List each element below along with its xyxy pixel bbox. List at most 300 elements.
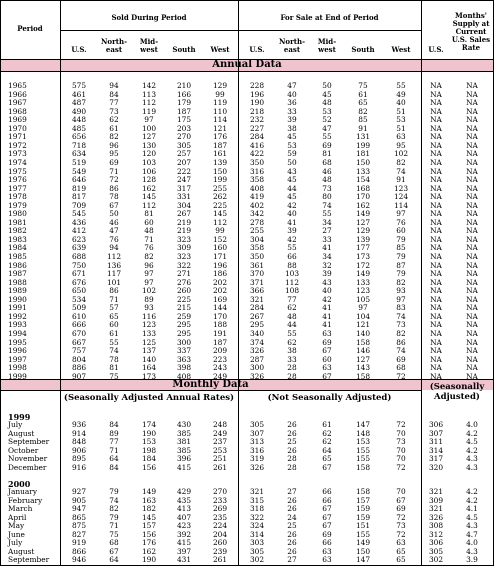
annual-cell: 71: [144, 234, 154, 244]
monthly-cell: 308: [428, 521, 444, 531]
annual-cell: 82: [144, 252, 154, 261]
annual-cell: 69: [322, 337, 332, 347]
month-label: February: [8, 495, 43, 505]
monthly-cell: 305: [249, 420, 265, 429]
annual-cell: NA: [430, 311, 442, 321]
annual-cell: 202: [212, 286, 228, 296]
monthly-cell: 28: [287, 454, 297, 464]
annual-cell: 819: [71, 183, 87, 193]
monthly-cell: 319: [249, 454, 265, 464]
annual-cell: NA: [430, 200, 442, 210]
annual-period: 1971: [8, 132, 27, 142]
annual-cell: NA: [430, 123, 442, 133]
annual-cell: 78: [109, 354, 119, 364]
rule-top: [0, 0, 494, 1]
annual-cell: 55: [109, 337, 119, 347]
monthly-cell: 326: [249, 462, 265, 472]
monthly-cell: 431: [176, 555, 192, 565]
annual-cell: NA: [430, 115, 442, 125]
annual-cell: 210: [176, 81, 192, 90]
monthly-cell: 150: [355, 546, 371, 556]
annual-cell: 119: [141, 106, 157, 116]
monthly-cell: 155: [355, 529, 371, 539]
annual-cell: 188: [212, 320, 228, 330]
monthly-cell: 153: [355, 437, 371, 447]
monthly-cell: 149: [141, 487, 157, 496]
annual-cell: NA: [430, 106, 442, 116]
monthly-cell: 321: [249, 487, 265, 496]
annual-cell: 47: [322, 123, 332, 133]
monthly-cell: 306: [428, 538, 444, 548]
annual-cell: 82: [396, 157, 406, 167]
annual-cell: 55: [287, 243, 297, 253]
annual-cell: 79: [396, 269, 406, 279]
annual-cell: NA: [466, 260, 478, 270]
monthly-cell: 149: [355, 538, 371, 548]
monthly-cell: 70: [396, 454, 406, 464]
annual-cell: NA: [430, 140, 442, 150]
annual-cell: 326: [249, 346, 265, 356]
annual-period: 1989: [8, 286, 27, 296]
monthly-cell: 26: [287, 529, 297, 539]
annual-cell: 639: [71, 243, 87, 253]
annual-cell: 97: [396, 209, 406, 219]
monthly-cell: 155: [355, 445, 371, 455]
annual-cell: 907: [71, 371, 87, 381]
annual-cell: 374: [249, 337, 265, 347]
annual-cell: 284: [249, 132, 265, 142]
annual-cell: 123: [393, 183, 409, 193]
monthly-cell: 423: [176, 521, 192, 531]
annual-cell: 575: [71, 81, 87, 90]
annual-cell: 323: [176, 252, 192, 261]
annual-cell: 162: [355, 200, 371, 210]
monthly-cell: 4.2: [466, 445, 478, 455]
annual-cell: 145: [141, 192, 157, 202]
annual-cell: NA: [466, 294, 478, 304]
annual-cell: 129: [212, 81, 228, 90]
annual-cell: 52: [322, 115, 332, 125]
monthly-cell: 4.3: [466, 546, 478, 556]
annual-cell: NA: [430, 81, 442, 90]
annual-cell: 173: [355, 252, 371, 261]
monthly-cell: 184: [141, 454, 157, 464]
annual-cell: 323: [176, 234, 192, 244]
annual-cell: 133: [141, 328, 157, 338]
annual-cell: 190: [249, 98, 265, 108]
annual-cell: 259: [176, 311, 192, 321]
annual-cell: 371: [249, 277, 265, 287]
monthly-cell: 4.1: [466, 504, 478, 514]
annual-cell: 128: [141, 175, 157, 185]
annual-cell: 181: [355, 149, 371, 159]
monthly-cell: 26: [287, 495, 297, 505]
rule-left: [0, 0, 1, 566]
annual-cell: 81: [322, 149, 332, 159]
annual-cell: NA: [430, 269, 442, 279]
column-header: U.S.: [71, 45, 87, 54]
annual-cell: 137: [141, 346, 157, 356]
annual-cell: 145: [212, 209, 228, 219]
monthly-cell: 82: [109, 504, 119, 514]
monthly-cell: 305: [428, 546, 444, 556]
annual-cell: 191: [212, 328, 228, 338]
annual-cell: 119: [212, 98, 228, 108]
annual-cell: 158: [355, 337, 371, 347]
annual-cell: 436: [71, 217, 87, 227]
annual-cell: 41: [287, 217, 297, 227]
monthly-cell: 72: [396, 420, 406, 429]
sadj-label-text: Seasonally Adjusted: [433, 382, 485, 402]
monthly-cell: 318: [249, 504, 265, 514]
monthly-cell: 4.2: [466, 487, 478, 496]
monthly-cell: 69: [396, 504, 406, 514]
annual-cell: 215: [176, 303, 192, 313]
annual-cell: 83: [396, 303, 406, 313]
annual-cell: 416: [249, 140, 265, 150]
monthly-cell: 67: [396, 495, 406, 505]
annual-cell: 150: [355, 157, 371, 167]
monthly-cell: 302: [249, 555, 265, 565]
monthly-cell: 946: [71, 555, 87, 565]
annual-cell: NA: [430, 286, 442, 296]
annual-cell: 304: [176, 200, 192, 210]
annual-cell: NA: [430, 346, 442, 356]
annual-cell: 72: [109, 175, 119, 185]
column-header: South: [351, 45, 375, 54]
annual-cell: 408: [249, 183, 265, 193]
annual-cell: NA: [466, 140, 478, 150]
annual-period: 1995: [8, 337, 27, 347]
monthly-cell: 190: [141, 555, 157, 565]
annual-cell: 321: [249, 294, 265, 304]
annual-cell: 448: [71, 115, 87, 125]
annual-cell: 50: [287, 157, 297, 167]
annual-cell: 136: [106, 260, 122, 270]
monthly-cell: 70: [396, 428, 406, 438]
annual-cell: 48: [322, 175, 332, 185]
annual-cell: NA: [430, 175, 442, 185]
annual-cell: 398: [176, 363, 192, 373]
annual-cell: 120: [141, 149, 157, 159]
annual-cell: 123: [355, 286, 371, 296]
annual-period: 1966: [8, 89, 27, 99]
annual-cell: 209: [212, 346, 228, 356]
annual-cell: 95: [109, 149, 119, 159]
annual-cell: 84: [109, 89, 119, 99]
monthly-cell: 317: [428, 454, 444, 464]
annual-cell: 232: [249, 115, 265, 125]
annual-cell: 144: [212, 303, 228, 313]
annual-period: 1979: [8, 200, 27, 210]
month-label: June: [8, 529, 25, 539]
annual-cell: 257: [176, 149, 192, 159]
annual-cell: 60: [144, 217, 154, 227]
annual-cell: 127: [355, 354, 371, 364]
annual-period: 1987: [8, 269, 27, 279]
annual-cell: 47: [287, 81, 297, 90]
monthly-cell: 312: [428, 529, 444, 539]
sold-header: Sold During Period: [111, 13, 187, 22]
annual-cell: 74: [322, 200, 332, 210]
annual-cell: 40: [287, 89, 297, 99]
monthly-cell: 916: [71, 462, 87, 472]
annual-cell: NA: [466, 320, 478, 330]
annual-period: 1999: [8, 371, 27, 381]
annual-cell: 142: [141, 81, 157, 90]
annual-cell: 60: [396, 226, 406, 236]
annual-cell: 63: [322, 363, 332, 373]
monthly-cell: 74: [109, 495, 119, 505]
monthly-cell: 176: [141, 538, 157, 548]
annual-period: 1970: [8, 123, 27, 133]
forsale-header: For Sale at End of Period: [280, 13, 379, 22]
annual-cell: 39: [287, 226, 297, 236]
monthly-cell: 67: [322, 512, 332, 522]
annual-cell: 287: [249, 354, 265, 364]
annual-cell: 322: [176, 260, 192, 270]
monthly-cell: 415: [176, 462, 192, 472]
monthly-cell: 248: [212, 420, 228, 429]
annual-cell: 62: [287, 337, 297, 347]
annual-cell: 93: [144, 303, 154, 313]
monthly-cell: 79: [109, 487, 119, 496]
annual-cell: 326: [249, 371, 265, 381]
annual-cell: NA: [466, 106, 478, 116]
annual-cell: 62: [109, 115, 119, 125]
monthly-cell: 249: [212, 428, 228, 438]
annual-cell: 361: [249, 260, 265, 270]
annual-period: 1982: [8, 226, 27, 236]
annual-cell: 545: [71, 209, 87, 219]
monthly-cell: 307: [428, 428, 444, 438]
month-label: September: [8, 437, 50, 447]
column-header: North-east: [101, 37, 127, 54]
annual-period: 1976: [8, 175, 27, 185]
month-label: December: [8, 462, 47, 472]
annual-cell: 48: [144, 226, 154, 236]
annual-cell: 45: [322, 89, 332, 99]
annual-cell: NA: [430, 149, 442, 159]
annual-cell: 77: [109, 98, 119, 108]
annual-cell: 262: [212, 192, 228, 202]
annual-cell: 886: [71, 363, 87, 373]
annual-cell: NA: [430, 89, 442, 99]
monthly-cell: 253: [212, 445, 228, 455]
annual-cell: 65: [109, 311, 119, 321]
monthly-cell: 27: [287, 555, 297, 565]
month-label: January: [8, 487, 38, 496]
monthly-cell: 67: [109, 546, 119, 556]
annual-cell: 50: [322, 81, 332, 90]
annual-cell: NA: [466, 303, 478, 313]
month-label: August: [8, 428, 35, 438]
month-label: April: [8, 512, 27, 522]
annual-cell: NA: [466, 200, 478, 210]
monthly-cell: 413: [176, 504, 192, 514]
annual-cell: NA: [466, 192, 478, 202]
monthly-cell: 151: [355, 521, 371, 531]
annual-cell: 44: [287, 183, 297, 193]
sa-label: (Seasonally Adjusted Annual Rates): [63, 393, 235, 403]
annual-cell: 160: [212, 243, 228, 253]
annual-cell: 300: [176, 337, 192, 347]
annual-cell: 73: [396, 320, 406, 330]
annual-cell: 82: [109, 132, 119, 142]
annual-cell: 75: [358, 81, 368, 90]
annual-cell: 48: [287, 311, 297, 321]
annual-cell: 419: [249, 192, 265, 202]
annual-cell: 161: [212, 149, 228, 159]
annual-cell: 718: [71, 140, 87, 150]
annual-cell: 40: [322, 286, 332, 296]
annual-cell: 623: [71, 234, 87, 244]
annual-cell: NA: [466, 157, 478, 167]
annual-cell: 67: [109, 200, 119, 210]
annual-cell: NA: [430, 320, 442, 330]
annual-cell: 750: [71, 260, 87, 270]
annual-period: 1969: [8, 115, 27, 125]
annual-cell: 646: [71, 175, 87, 185]
annual-cell: 363: [176, 354, 192, 364]
monthly-cell: 866: [71, 546, 87, 556]
annual-period: 1980: [8, 209, 27, 219]
monthly-cell: 26: [287, 504, 297, 514]
annual-cell: 93: [396, 286, 406, 296]
monthly-cell: 397: [176, 546, 192, 556]
monthly-cell: 315: [249, 495, 265, 505]
annual-cell: 55: [322, 132, 332, 142]
annual-cell: 79: [396, 234, 406, 244]
annual-cell: NA: [466, 89, 478, 99]
monthly-cell: 865: [71, 512, 87, 522]
annual-cell: NA: [466, 234, 478, 244]
month-label: July: [8, 420, 23, 429]
annual-cell: 33: [287, 106, 297, 116]
month-label: May: [8, 521, 25, 531]
monthly-cell: 67: [322, 462, 332, 472]
monthly-cell: 237: [212, 437, 228, 447]
annual-cell: NA: [430, 132, 442, 142]
annual-cell: NA: [466, 132, 478, 142]
annual-cell: 121: [212, 123, 228, 133]
monthly-cell: 322: [249, 512, 265, 522]
monthly-cell: 190: [141, 428, 157, 438]
monthly-cell: 71: [109, 445, 119, 455]
monthly-cell: 162: [141, 546, 157, 556]
monthly-cell: 407: [176, 512, 192, 522]
annual-cell: 116: [141, 311, 157, 321]
monthly-cell: 260: [212, 538, 228, 548]
monthly-cell: 321: [428, 487, 444, 496]
annual-cell: 42: [322, 294, 332, 304]
monthly-cell: 307: [249, 428, 265, 438]
monthly-cell: 25: [287, 521, 297, 531]
annual-cell: 408: [176, 371, 192, 381]
annual-cell: 219: [176, 226, 192, 236]
annual-cell: 91: [396, 175, 406, 185]
monthly-cell: 311: [428, 437, 444, 447]
annual-cell: 44: [287, 320, 297, 330]
annual-cell: 549: [71, 166, 87, 176]
annual-cell: 243: [212, 363, 228, 373]
monthly-cell: 70: [396, 487, 406, 496]
rule-sold-forsale: [238, 0, 239, 566]
monthly-cell: 320: [428, 462, 444, 472]
monthly-cell: 61: [322, 420, 332, 429]
annual-cell: 218: [249, 106, 265, 116]
rule-header-split: [60, 30, 421, 31]
monthly-cell: 305: [249, 546, 265, 556]
annual-cell: 127: [141, 132, 157, 142]
annual-cell: 170: [355, 192, 371, 202]
monthly-cell: 182: [141, 504, 157, 514]
annual-cell: 127: [355, 217, 371, 227]
annual-cell: 38: [287, 346, 297, 356]
monthly-cell: 65: [396, 546, 406, 556]
annual-cell: 207: [176, 157, 192, 167]
annual-cell: 670: [71, 328, 87, 338]
annual-cell: 103: [141, 157, 157, 167]
annual-cell: 140: [141, 354, 157, 364]
annual-cell: NA: [466, 175, 478, 185]
annual-cell: 534: [71, 294, 87, 304]
annual-cell: 40: [396, 98, 406, 108]
annual-cell: 85: [396, 243, 406, 253]
annual-cell: 40: [287, 209, 297, 219]
monthly-cell: 4.3: [466, 454, 478, 464]
annual-cell: 166: [176, 89, 192, 99]
annual-cell: 97: [144, 277, 154, 287]
monthly-cell: 26: [287, 428, 297, 438]
monthly-cell: 73: [396, 521, 406, 531]
monthly-cell: 4.3: [466, 462, 478, 472]
annual-cell: 131: [355, 132, 371, 142]
annual-cell: 99: [215, 89, 225, 99]
annual-period: 1992: [8, 311, 27, 321]
rule-annual-band: [0, 71, 494, 72]
annual-cell: 80: [322, 192, 332, 202]
monthly-cell: 66: [322, 538, 332, 548]
monthly-cell: 147: [355, 555, 371, 565]
annual-cell: NA: [466, 269, 478, 279]
monthly-cell: 26: [287, 546, 297, 556]
annual-cell: NA: [466, 217, 478, 227]
annual-cell: 222: [176, 166, 192, 176]
annual-cell: 45: [287, 132, 297, 142]
annual-cell: 104: [355, 311, 371, 321]
monthly-cell: 25: [287, 437, 297, 447]
annual-cell: 55: [287, 328, 297, 338]
annual-cell: 34: [322, 217, 332, 227]
annual-cell: 139: [355, 234, 371, 244]
annual-cell: 112: [141, 200, 157, 210]
monthly-cell: 313: [249, 437, 265, 447]
annual-cell: NA: [430, 226, 442, 236]
annual-cell: 223: [212, 354, 228, 364]
annual-cell: 168: [355, 183, 371, 193]
annual-cell: 519: [71, 157, 87, 167]
annual-cell: 304: [249, 234, 265, 244]
annual-cell: 42: [287, 234, 297, 244]
annual-cell: 112: [284, 277, 300, 287]
annual-cell: 461: [71, 89, 87, 99]
annual-cell: 46: [322, 166, 332, 176]
monthly-cell: 914: [71, 428, 87, 438]
column-header: U.S.: [249, 45, 265, 54]
monthly-cell: 324: [249, 521, 265, 531]
annual-cell: 152: [212, 234, 228, 244]
